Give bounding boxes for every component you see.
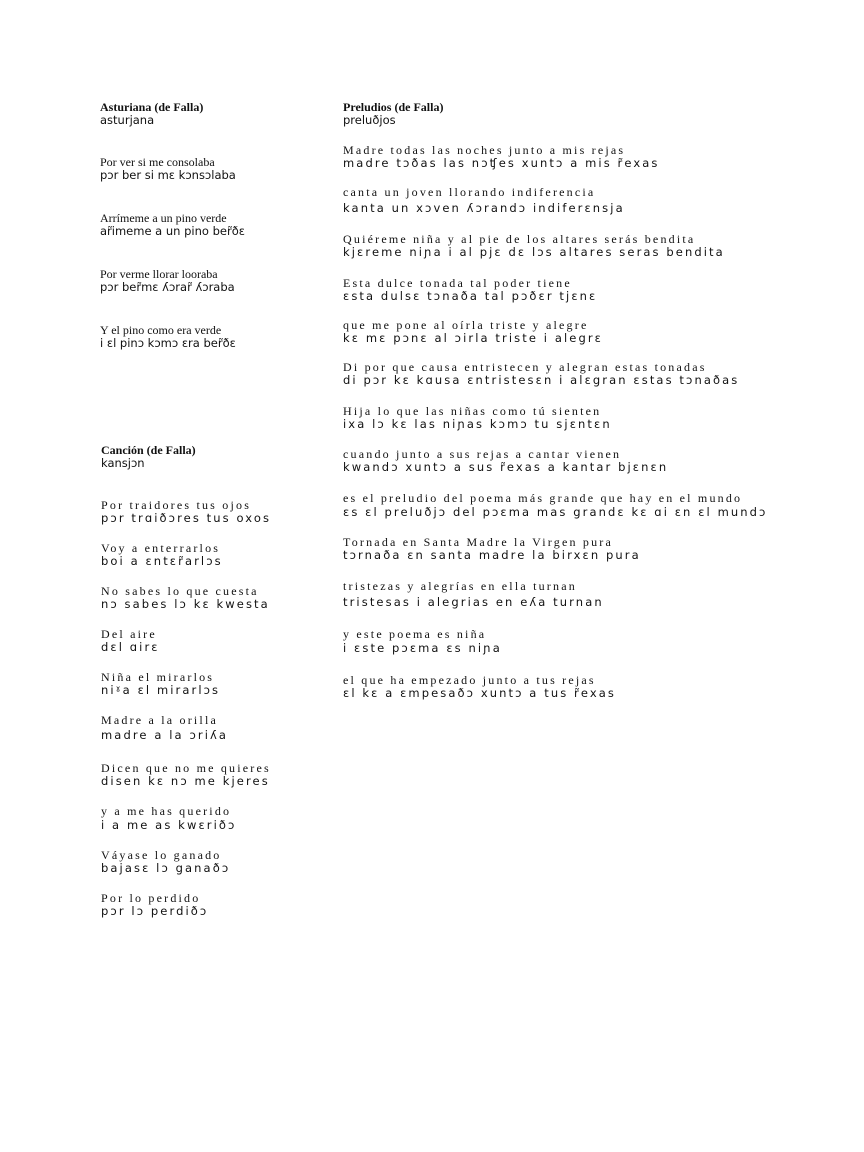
stanza-text: Hija lo que las niñas como tú sienten: [343, 404, 602, 418]
stanza-text: Váyase lo ganado: [101, 848, 222, 862]
stanza-text: canta un joven llorando indiferencia: [343, 185, 596, 199]
stanza-ipa: pɔr trɑiðɔres tus oxos: [101, 511, 272, 525]
asturiana-title-ipa: asturjana: [100, 113, 155, 127]
cancion-title-ipa: kansjɔn: [101, 456, 145, 470]
stanza-ipa: niˠa ɛl mirarlɔs: [101, 683, 221, 697]
stanza-text: Y el pino como era verde: [100, 323, 222, 337]
stanza-ipa: madre a la ɔriʎa: [101, 728, 229, 742]
stanza-text: y a me has querido: [101, 804, 232, 818]
stanza-ipa: kjɛreme niɲa i al pjɛ dɛ lɔs altares seras bendita: [343, 245, 725, 259]
stanza-ipa: di pɔr kɛ kɑusa ɛntristesɛn i alɛgran ɛstas tɔnaðas: [343, 373, 740, 387]
cancion-title: Canción (de Falla): [101, 443, 196, 457]
stanza-text: Madre a la orilla: [101, 713, 219, 727]
stanza-ipa: nɔ sabes lɔ kɛ kwesta: [101, 597, 270, 611]
stanza-text: Por verme llorar looraba: [100, 267, 218, 281]
stanza-text: Tornada en Santa Madre la Virgen pura: [343, 535, 613, 549]
stanza-text: tristezas y alegrías en ella turnan: [343, 579, 577, 593]
stanza-text: Madre todas las noches junto a mis rejas: [343, 143, 626, 157]
stanza-text: cuando junto a sus rejas a cantar vienen: [343, 447, 622, 461]
stanza-ipa: kanta un xɔven ʎɔrandɔ indiferɛnsja: [343, 201, 625, 215]
stanza-ipa: ar̃imeme a un pino ber̃ðɛ: [100, 224, 245, 238]
stanza-text: es el preludio del poema más grande que hay en el mundo: [343, 491, 743, 505]
stanza-ipa: disen kɛ nɔ me kjeres: [101, 774, 270, 788]
stanza-text: el que ha empezado junto a tus rejas: [343, 673, 596, 687]
stanza-text: No sabes lo que cuesta: [101, 584, 259, 598]
stanza-ipa: dɛl ɑirɛ: [101, 640, 160, 654]
stanza-text: Por traidores tus ojos: [101, 498, 252, 512]
stanza-ipa: i ɛl pinɔ kɔmɔ ɛra ber̃ðɛ: [100, 336, 236, 350]
stanza-ipa: ɛs ɛl preluðjɔ del pɔɛma mas grandɛ kɛ ɑi ɛn ɛl mundɔ: [343, 505, 768, 519]
stanza-text: Del aire: [101, 627, 157, 641]
stanza-ipa: tristesas i alegrias en eʎa turnan: [343, 595, 604, 609]
stanza-ipa: kɛ mɛ pɔnɛ al ɔirla triste i alegrɛ: [343, 331, 603, 345]
stanza-ipa: pɔr lɔ perdiðɔ: [101, 904, 209, 918]
stanza-text: Arrímeme a un pino verde: [100, 211, 227, 225]
stanza-ipa: kwandɔ xuntɔ a sus r̃exas a kantar bjɛnɛn: [343, 460, 669, 474]
preludios-title-ipa: preluðjos: [343, 113, 396, 127]
stanza-ipa: madre tɔðas las nɔʧes xuntɔ a mis r̃exas: [343, 156, 660, 170]
preludios-title: Preludios (de Falla): [343, 100, 444, 114]
stanza-ipa: ɛsta dulsɛ tɔnaða tal pɔðɛr tjɛnɛ: [343, 289, 598, 303]
stanza-ipa: ɛl kɛ a ɛmpesaðɔ xuntɔ a tus r̃exas: [343, 686, 616, 700]
stanza-text: Por ver si me consolaba: [100, 155, 215, 169]
stanza-text: Quiéreme niña y al pie de los altares serás bendita: [343, 232, 696, 246]
stanza-text: Voy a enterrarlos: [101, 541, 221, 555]
stanza-text: Di por que causa entristecen y alegran estas tonadas: [343, 360, 707, 374]
stanza-ipa: pɔr ber si mɛ kɔnsɔlaba: [100, 168, 236, 182]
stanza-ipa: ixa lɔ kɛ las niɲas kɔmɔ tu sjɛntɛn: [343, 417, 612, 431]
asturiana-title: Asturiana (de Falla): [100, 100, 204, 114]
stanza-text: Niña el mirarlos: [101, 670, 215, 684]
stanza-text: Por lo perdido: [101, 891, 201, 905]
stanza-ipa: tɔrnaða ɛn santa madre la birxɛn pura: [343, 548, 641, 562]
stanza-text: que me pone al oírla triste y alegre: [343, 318, 589, 332]
stanza-ipa: pɔr ber̃mɛ ʎɔrar̃ ʎɔraba: [100, 280, 235, 294]
stanza-text: Dicen que no me quieres: [101, 761, 271, 775]
stanza-ipa: i a me as kwɛriðɔ: [101, 818, 237, 832]
stanza-ipa: boi a ɛntɛr̃arlɔs: [101, 554, 223, 568]
stanza-ipa: i ɛste pɔɛma ɛs niɲa: [343, 641, 502, 655]
stanza-text: Esta dulce tonada tal poder tiene: [343, 276, 572, 290]
stanza-text: y este poema es niña: [343, 627, 487, 641]
stanza-ipa: bajasɛ lɔ ganaðɔ: [101, 861, 231, 875]
